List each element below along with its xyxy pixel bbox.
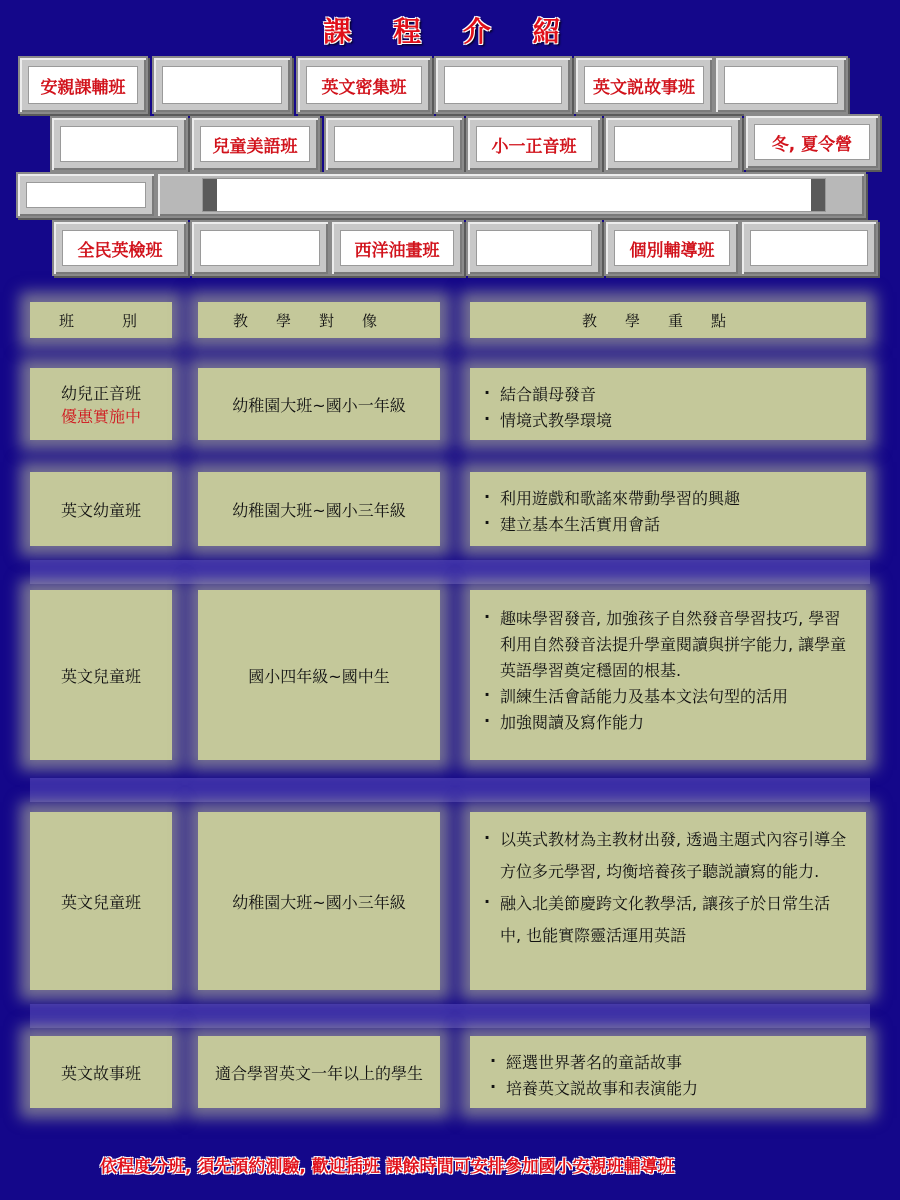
slider-left-cap: [203, 179, 217, 211]
nav-blank-brick: [50, 116, 188, 172]
point-item: · 利用遊戲和歌謠來帶動學習的興趣: [484, 486, 740, 512]
point-item: · 以英式教材為主教材出發, 透過主題式內容引導全方位多元學習, 均衡培養孩子聽説讀寫的能力.: [484, 824, 850, 888]
row-3-target: 國小四年級~國中生: [198, 590, 440, 760]
row-4-points: [470, 812, 866, 990]
nav-label-phonics[interactable]: 小一正音班: [476, 126, 592, 162]
point-item: · 培養英文説故事和表演能力: [490, 1076, 698, 1102]
nav-blank-brick: [714, 56, 848, 114]
row-2-target: 幼稚園大班~國小三年級: [198, 472, 440, 546]
nav-brick-children-english[interactable]: [190, 116, 320, 172]
point-item: · 趣味學習發音, 加強孩子自然發音學習技巧, 學習利用自然發音法提升學童閱讀與拼字能力, 讓學童英語學習奠定穩固的根基.: [484, 606, 850, 684]
nav-blank-brick: [466, 220, 602, 276]
nav-blank-brick: [190, 220, 330, 276]
row-1-target: 幼稚園大班~國小一年級: [198, 368, 440, 440]
point-item: · 情境式教學環境: [484, 408, 612, 434]
nav-label-intensive[interactable]: 英文密集班: [306, 66, 422, 104]
row-2-points: [470, 472, 866, 546]
row-5-target: 適合學習英文一年以上的學生: [198, 1036, 440, 1108]
separator-band: [30, 560, 870, 584]
point-item: · 建立基本生活實用會話: [484, 512, 740, 538]
nav-blank-brick: [152, 56, 292, 114]
blank-panel: [26, 182, 146, 208]
row-4-target: 幼稚園大班~國小三年級: [198, 812, 440, 990]
blank-panel: [614, 126, 732, 162]
page-title: 課 程 介 紹: [323, 15, 577, 48]
slider-right-cap: [811, 179, 825, 211]
point-item: · 融入北美節慶跨文化教學活, 讓孩子於日常生活中, 也能實際靈活運用英語: [484, 888, 850, 952]
blank-panel: [444, 66, 562, 104]
nav-brick-gept[interactable]: [52, 220, 188, 276]
nav-label-gept[interactable]: 全民英檢班: [62, 230, 178, 266]
nav-label-oil-painting[interactable]: 西洋油畫班: [340, 230, 454, 266]
blank-panel: [476, 230, 592, 266]
row-2-class: 英文幼童班: [30, 472, 172, 546]
separator-band: [30, 1004, 870, 1028]
row-4-class: 英文兒童班: [30, 812, 172, 990]
blank-panel: [200, 230, 320, 266]
blank-panel: [60, 126, 178, 162]
separator-band: [30, 778, 870, 802]
point-item: · 訓練生活會話能力及基本文法句型的活用: [484, 684, 850, 710]
header-class: 班 別: [30, 302, 172, 338]
nav-brick-oil-painting[interactable]: [330, 220, 464, 276]
point-item: · 結合韻母發音: [484, 382, 612, 408]
nav-label-anqin[interactable]: 安親課輔班: [28, 66, 138, 104]
nav-brick-camp[interactable]: [744, 114, 880, 170]
nav-blank-brick: [604, 116, 742, 172]
row-5-class: 英文故事班: [30, 1036, 172, 1108]
header-focus: 教學重點: [470, 302, 866, 338]
nav-blank-brick: [16, 172, 156, 218]
nav-brick-storytelling[interactable]: [574, 56, 714, 114]
blank-panel: [724, 66, 838, 104]
nav-blank-brick: [434, 56, 572, 114]
nav-label-children-english[interactable]: 兒童美語班: [200, 126, 310, 162]
nav-brick-anqin[interactable]: [18, 56, 148, 114]
nav-blank-brick: [324, 116, 464, 172]
blank-panel: [750, 230, 868, 266]
row-5-points: [470, 1036, 866, 1108]
blank-panel: [334, 126, 454, 162]
row-3-class: 英文兒童班: [30, 590, 172, 760]
nav-slider-track[interactable]: [202, 178, 826, 212]
nav-label-storytelling[interactable]: 英文説故事班: [584, 66, 704, 104]
class-name: 幼兒正音班: [60, 384, 141, 403]
header-target: 教學對像: [198, 302, 440, 338]
nav-brick-phonics[interactable]: [466, 116, 602, 172]
row-3-points: [470, 590, 866, 760]
nav-blank-brick: [740, 220, 878, 276]
point-item: · 加強閱讀及寫作能力: [484, 710, 850, 736]
nav-brick-intensive[interactable]: [296, 56, 432, 114]
promo-note: 優惠實施中: [60, 407, 141, 426]
nav-label-camp[interactable]: 冬, 夏令營: [754, 124, 870, 160]
footer-notice: 依程度分班, 須先預約測驗, 歡迎插班 課餘時間可安排參加國小安親班輔導班: [100, 1157, 675, 1177]
nav-brick-tutoring[interactable]: [604, 220, 740, 276]
row-1-points: [470, 368, 866, 440]
point-item: · 經選世界著名的童話故事: [490, 1050, 698, 1076]
nav-label-tutoring[interactable]: 個別輔導班: [614, 230, 730, 266]
blank-panel: [162, 66, 282, 104]
row-1-class: [30, 368, 172, 440]
